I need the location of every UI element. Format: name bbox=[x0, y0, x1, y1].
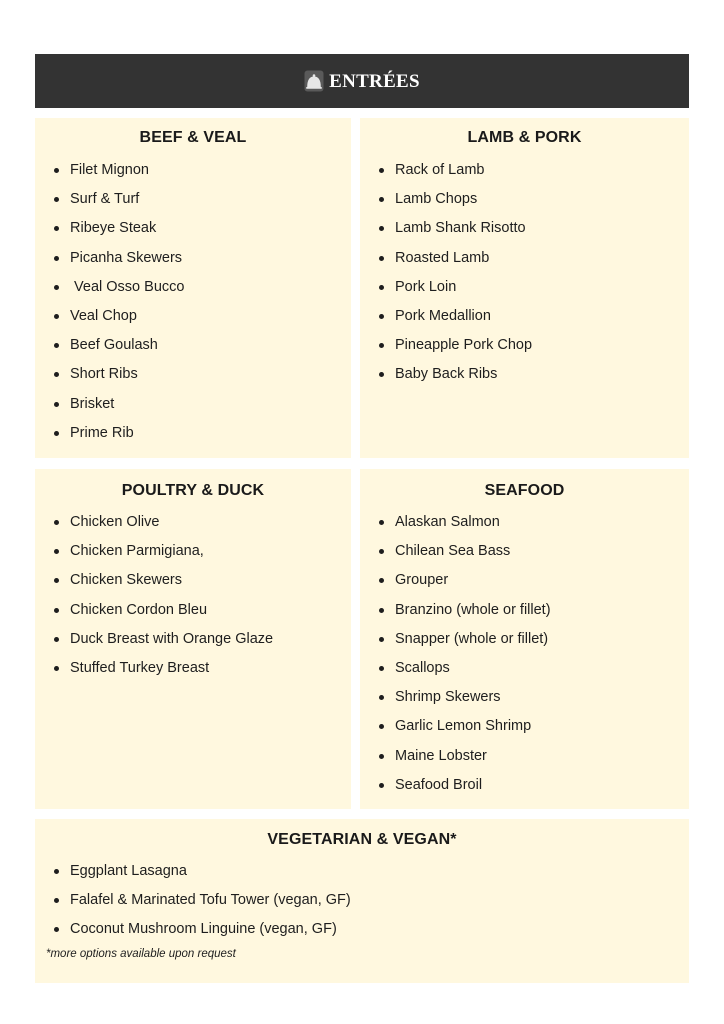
lamb-pork-list bbox=[360, 161, 689, 395]
list-item: Filet Mignon bbox=[35, 161, 351, 190]
list-item: Rack of Lamb bbox=[360, 161, 689, 190]
poultry-duck-section bbox=[35, 469, 351, 809]
section-title: LAMB & PORK bbox=[467, 129, 582, 146]
list-item: Brisket bbox=[35, 395, 351, 424]
list-item: Chicken Parmigiana, bbox=[35, 542, 351, 571]
list-item: Picanha Skewers bbox=[35, 249, 351, 278]
page-title: ENTRÉES bbox=[329, 71, 420, 92]
list-item: Snapper (whole or fillet) bbox=[360, 630, 689, 659]
list-item: Chicken Cordon Bleu bbox=[35, 601, 351, 630]
list-item: Lamb Shank Risotto bbox=[360, 219, 689, 248]
list-item: Veal Chop bbox=[35, 307, 351, 336]
vegetarian-vegan-list bbox=[35, 862, 689, 950]
poultry-duck-list bbox=[35, 513, 351, 688]
list-item: Roasted Lamb bbox=[360, 249, 689, 278]
list-item: Stuffed Turkey Breast bbox=[35, 659, 351, 688]
section-title: VEGETARIAN & VEGAN* bbox=[267, 831, 457, 848]
list-item: Prime Rib bbox=[35, 424, 351, 453]
list-item: Seafood Broil bbox=[360, 776, 689, 805]
list-item: Chicken Skewers bbox=[35, 571, 351, 600]
list-item: Garlic Lemon Shrimp bbox=[360, 717, 689, 746]
beef-veal-list bbox=[35, 161, 351, 453]
cloche-icon bbox=[304, 70, 324, 92]
list-item: Pork Medallion bbox=[360, 307, 689, 336]
seafood-list bbox=[360, 513, 689, 805]
list-item: Beef Goulash bbox=[35, 336, 351, 365]
list-item: Maine Lobster bbox=[360, 747, 689, 776]
list-item: Duck Breast with Orange Glaze bbox=[35, 630, 351, 659]
vegetarian-vegan-section bbox=[35, 819, 689, 983]
list-item: Surf & Turf bbox=[35, 190, 351, 219]
list-item: Branzino (whole or fillet) bbox=[360, 601, 689, 630]
list-item: Eggplant Lasagna bbox=[35, 862, 689, 891]
seafood-section bbox=[360, 469, 689, 809]
list-item: Lamb Chops bbox=[360, 190, 689, 219]
list-item: Coconut Mushroom Linguine (vegan, GF) bbox=[35, 920, 689, 949]
section-title: BEEF & VEAL bbox=[139, 129, 247, 146]
list-item: Falafel & Marinated Tofu Tower (vegan, GF) bbox=[35, 891, 689, 920]
list-item: Shrimp Skewers bbox=[360, 688, 689, 717]
entrees-banner bbox=[35, 54, 689, 108]
list-item: Baby Back Ribs bbox=[360, 365, 689, 394]
section-title: SEAFOOD bbox=[484, 482, 565, 499]
list-item: Short Ribs bbox=[35, 365, 351, 394]
list-item: Alaskan Salmon bbox=[360, 513, 689, 542]
footnote: *more options available upon request bbox=[46, 948, 236, 960]
beef-veal-section bbox=[35, 118, 351, 458]
list-item: Pork Loin bbox=[360, 278, 689, 307]
list-item: Veal Osso Bucco bbox=[35, 278, 351, 307]
list-item: Chilean Sea Bass bbox=[360, 542, 689, 571]
list-item: Scallops bbox=[360, 659, 689, 688]
list-item: Chicken Olive bbox=[35, 513, 351, 542]
list-item: Pineapple Pork Chop bbox=[360, 336, 689, 365]
list-item: Grouper bbox=[360, 571, 689, 600]
lamb-pork-section bbox=[360, 118, 689, 458]
section-title: POULTRY & DUCK bbox=[121, 482, 265, 499]
list-item: Ribeye Steak bbox=[35, 219, 351, 248]
